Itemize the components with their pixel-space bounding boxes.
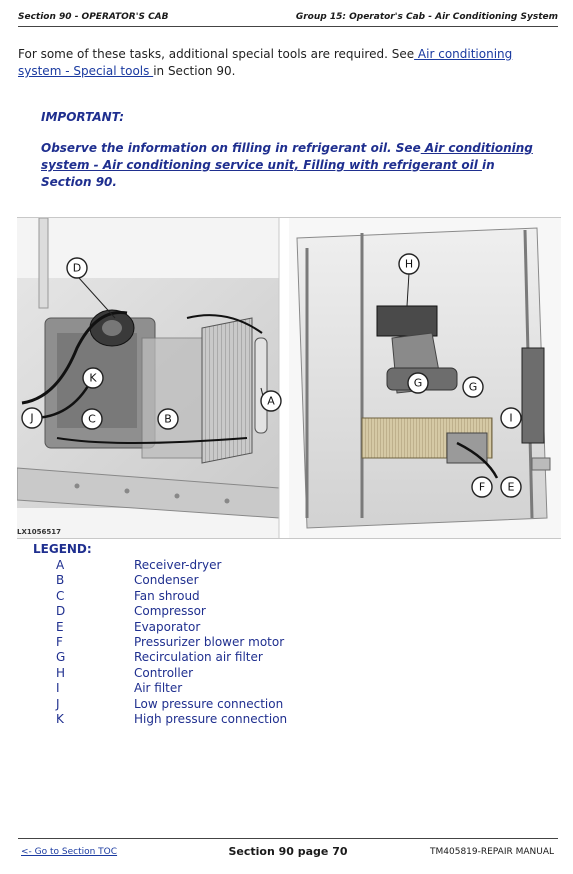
legend-label: Condenser [134,573,199,588]
callout-C [82,409,102,429]
legend-item [40,697,340,712]
legend-label: Receiver-dryer [134,558,222,572]
callout-J [22,408,42,428]
important-text: Observe the information on filling in refrigerant oil. See [41,141,421,155]
legend-key: D [56,604,66,619]
legend-item [40,589,340,604]
section-title: Section 90 - OPERATOR'S CAB [18,12,169,22]
legend-item [40,573,340,588]
intro-text: For some of these tasks, additional special tools are required. See [18,47,415,61]
important-paragraph [41,140,541,191]
legend-label: Compressor [134,604,206,619]
legend-heading: LEGEND: [33,542,92,556]
group-title: Group 15: Operator's Cab - Air Conditioning System [295,12,558,22]
legend-label: High pressure connection [134,711,288,726]
svg-text:G: G [468,380,478,394]
legend-item [40,558,340,573]
legend-label: Recirculation air filter [134,650,263,665]
legend-item [40,650,340,665]
important-text-after: in Section 90. [41,158,495,189]
callout-G-right [463,377,483,397]
legend-label: Air filter [134,681,183,696]
ac-system-illustration [17,218,561,538]
legend-key: C [56,588,65,603]
legend-label: Low pressure connection [134,696,284,711]
intro-paragraph [18,46,558,80]
legend-key: K [56,711,64,726]
legend-key: B [56,573,65,588]
legend-key: J [56,696,60,711]
svg-text:F: F [478,480,486,494]
page-footer [18,838,558,861]
legend-label: Fan shroud [134,588,200,603]
callout-B [158,409,178,429]
legend-key: H [56,665,66,680]
svg-text:K: K [89,371,97,385]
legend-label: Controller [134,665,194,680]
important-heading: IMPORTANT: [41,110,125,124]
legend-key: A [56,558,65,572]
legend-label: Pressurizer blower motor [134,634,285,649]
figure-id: LX1056517 [17,528,61,536]
intro-text-after: in Section 90. [153,64,236,78]
legend-list [40,558,340,727]
manual-id: TM405819-REPAIR MANUAL [430,847,554,857]
svg-text:H: H [404,257,414,271]
svg-text:J: J [30,411,34,425]
callout-E [501,477,521,497]
legend-item [40,635,340,650]
svg-text:I: I [509,411,513,425]
legend-key: G [56,650,66,665]
legend-label: Evaporator [134,619,201,634]
legend-key: F [56,634,63,649]
ac-system-figure [17,217,561,539]
svg-text:D: D [72,261,82,275]
refrigerant-oil-link[interactable]: Air conditioning system - Air conditioning service unit, Filling with refrigerant oil [41,141,533,172]
engine-compartment-view [17,218,279,538]
legend-key: I [56,681,60,696]
legend-item [40,681,340,696]
special-tools-link[interactable]: Air conditioning system - Special tools [18,47,513,78]
callout-I [501,408,521,428]
legend-item [40,712,340,727]
page-number: Section 90 page 70 [228,845,348,858]
section-toc-link[interactable]: <- Go to Section TOC [21,847,118,857]
svg-text:A: A [267,394,275,408]
callout-G-left [408,373,428,393]
legend-item [40,620,340,635]
callout-K [83,368,103,388]
svg-text:C: C [88,412,96,426]
legend-item [40,666,340,681]
legend-key: E [56,619,64,634]
svg-text:E: E [507,480,515,494]
page-header [18,8,558,27]
callout-F [472,477,492,497]
legend-item [40,604,340,619]
svg-text:B: B [164,412,172,426]
svg-text:G: G [413,376,423,390]
